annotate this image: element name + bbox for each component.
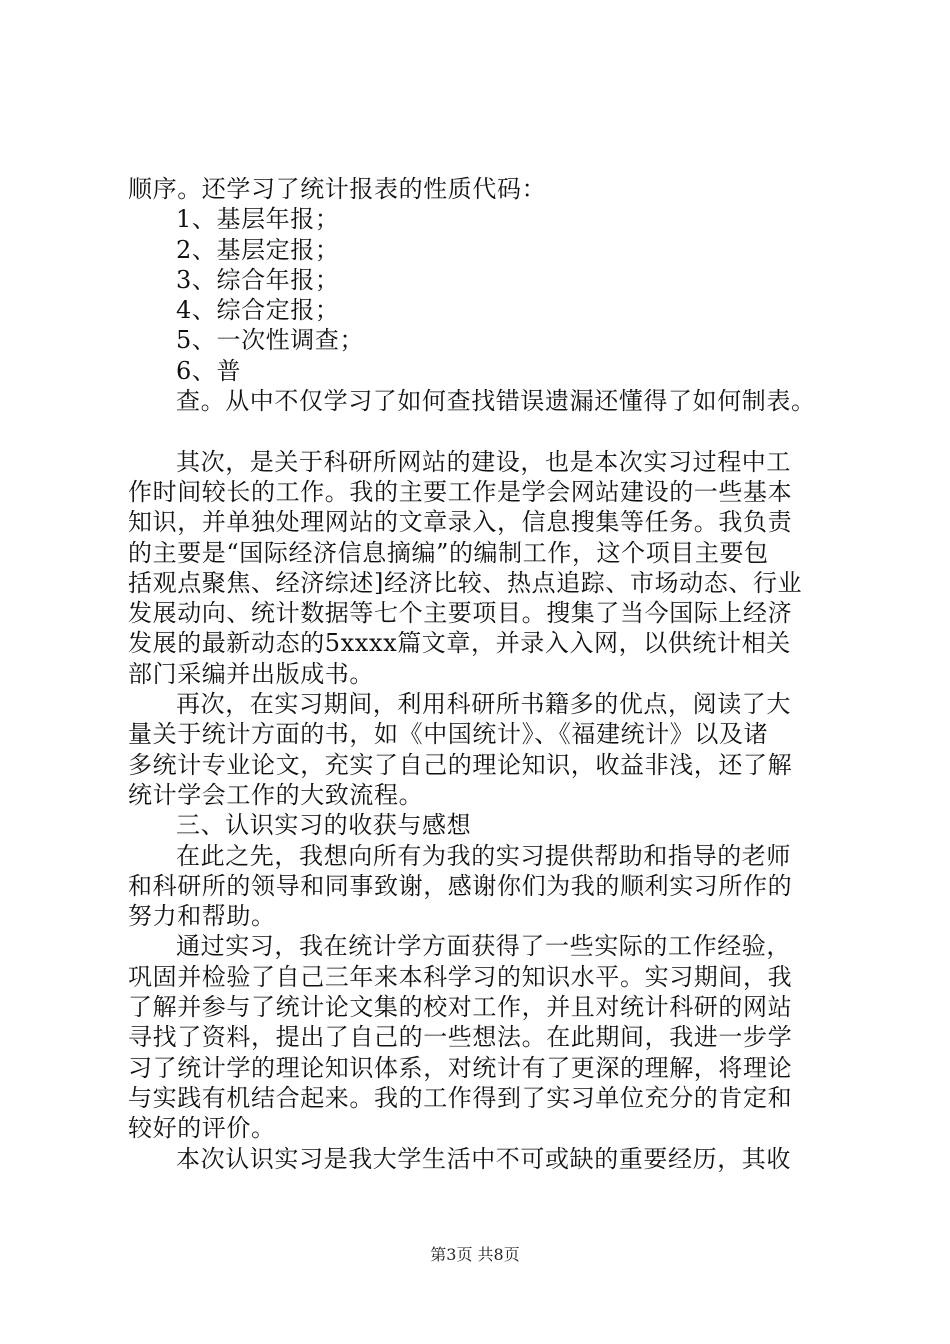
text-line: 与实践有机结合起来。我的工作得到了实习单位充分的肯定和 bbox=[128, 1083, 793, 1112]
paragraph-gap bbox=[128, 416, 848, 446]
text-line: 5、一次性调查； bbox=[176, 326, 365, 355]
text-line: 多统计专业论文，充实了自己的理论知识，收益非浅，还了解 bbox=[128, 750, 793, 779]
text-line: 1、基层年报； bbox=[176, 205, 340, 234]
text-line: 较好的评价。 bbox=[128, 1114, 276, 1143]
page-footer bbox=[0, 1245, 950, 1265]
text-line: 发展动向、统计数据等七个主要项目。搜集了当今国际上经济 bbox=[128, 599, 793, 628]
document-body bbox=[128, 174, 848, 1174]
text-line: 部门采编并出版成书。 bbox=[128, 659, 374, 688]
text-line: 了解并参与了统计论文集的校对工作，并且对统计科研的网站 bbox=[128, 993, 793, 1022]
text-line: 寻找了资料，提出了自己的一些想法。在此期间，我进一步学 bbox=[128, 1023, 793, 1052]
page-number-label: 第3页 共8页 bbox=[430, 1245, 520, 1264]
text-line: 统计学会工作的大致流程。 bbox=[128, 780, 424, 809]
text-line: 三、认识实习的收获与感想 bbox=[176, 811, 472, 840]
text-line: 发展的最新动态的5xxxx篇文章，并录入入网，以供统计相关 bbox=[128, 629, 791, 658]
text-line: 括观点聚焦、经济综述]经济比较、热点追踪、市场动态、行业 bbox=[128, 568, 803, 597]
text-line: 努力和帮助。 bbox=[128, 902, 276, 931]
text-line: 3、综合年报； bbox=[176, 265, 340, 294]
text-line: 的主要是“国际经济信息摘编”的编制工作，这个项目主要包 bbox=[128, 538, 769, 567]
text-line: 通过实习，我在统计学方面获得了一些实际的工作经验， bbox=[176, 932, 791, 961]
text-line: 2、基层定报； bbox=[176, 235, 340, 264]
text-line: 6、普 bbox=[176, 356, 242, 385]
text-line: 其次，是关于科研所网站的建设，也是本次实习过程中工 bbox=[176, 447, 791, 476]
text-line: 作时间较长的工作。我的主要工作是学会网站建设的一些基本 bbox=[128, 477, 793, 506]
text-line: 量关于统计方面的书，如《中国统计》、《福建统计》以及诸 bbox=[128, 720, 769, 749]
text-line: 和科研所的领导和同事致谢，感谢你们为我的顺利实习所作的 bbox=[128, 871, 793, 900]
text-line: 在此之先，我想向所有为我的实习提供帮助和指导的老师 bbox=[176, 841, 791, 870]
text-line: 习了统计学的理论知识体系，对统计有了更深的理解，将理论 bbox=[128, 1053, 793, 1082]
text-line: 知识，并单独处理网站的文章录入，信息搜集等任务。我负责 bbox=[128, 508, 793, 537]
text-line: 巩固并检验了自己三年来本科学习的知识水平。实习期间，我 bbox=[128, 962, 793, 991]
text-line: 再次，在实习期间，利用科研所书籍多的优点，阅读了大 bbox=[176, 690, 791, 719]
text-line: 本次认识实习是我大学生活中不可或缺的重要经历，其收 bbox=[176, 1144, 791, 1173]
text-line: 4、综合定报； bbox=[176, 296, 340, 325]
text-line: 查。从中不仅学习了如何查找错误遗漏还懂得了如何制表。 bbox=[176, 387, 816, 416]
text-line: 顺序。还学习了统计报表的性质代码： bbox=[128, 175, 547, 203]
